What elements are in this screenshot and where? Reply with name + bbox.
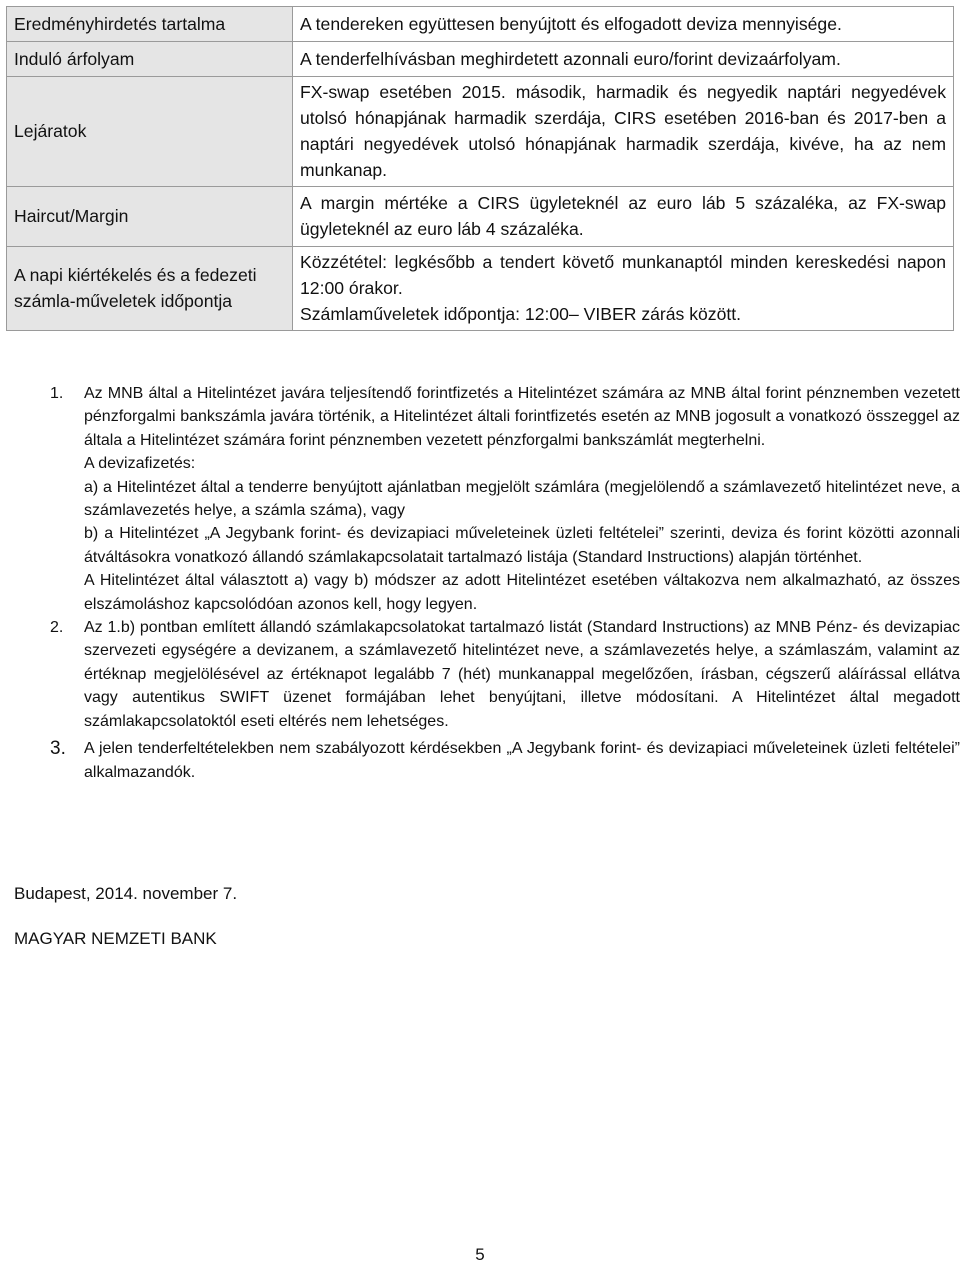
signatory: MAGYAR NEMZETI BANK — [14, 929, 217, 948]
table-row — [7, 247, 954, 331]
row-value — [293, 42, 954, 77]
item-paragraph: a) a Hitelintézet által a tenderre benyújtott ajánlatban megjelölt számlára (megjelölendő a számlavezető hitelintézet neve, a számlavezetés helye, a számla száma), vagy — [84, 478, 960, 520]
terms-table — [6, 6, 954, 331]
item-paragraph: Az 1.b) pontban említett állandó számlakapcsolatokat tartalmazó listát (Standard Instructions) az MNB Pénz- és devizapiac szervezeti egységére a devizanem, a számlavezető hitelintézet neve, a számlavezetés helye, a számlaszám, valamint az értéknap megjelölésével az értéknapot legalább 7 (hét) munkanappal megelőzően, írásban, cégszerű aláírással ellátva vagy autentikus SWIFT üzenet formájában lehet benyújtani, illetve módosítani. A Hitelintézet által megadott számlakapcsolatoktól eseti eltérés nem lehetséges. — [84, 619, 960, 730]
row-label: Lejáratok — [7, 77, 293, 187]
row-value — [293, 187, 954, 247]
row-value-text: FX-swap esetében 2015. második, harmadik és negyedik naptári negyedévek utolsó hónapjának harmadik szerdája, CIRS esetében 2016-ban és 2017-ben a naptári negyedévek utolsó hónapjának harmadik szerdája, kivéve, ha az nem munkanap. — [300, 82, 946, 180]
row-value-text: A tendereken együttesen benyújtott és elfogadott deviza mennyisége. — [300, 13, 842, 34]
row-value-text: A margin mértéke a CIRS ügyleteknél az euro láb 5 százaléka, az FX-swap ügyleteknél az euro láb 4 százaléka. — [300, 193, 946, 239]
row-value-text: A tenderfelhívásban meghirdetett azonnali euro/forint devizaárfolyam. — [300, 48, 841, 69]
list-item — [14, 616, 960, 733]
row-value-text: Számlaműveletek időpontja: 12:00– VIBER zárás között. — [300, 304, 742, 324]
item-paragraph: b) a Hitelintézet „A Jegybank forint- és devizapiaci műveleteinek üzleti feltételei” szerinti, deviza és forint közötti azonnali átváltásokra vonatkozó állandó számlakapcsolatait tartalmazó listája (Standard Instructions) alapján történhet. — [84, 525, 960, 566]
row-label: A napi kiértékelés és a fedezeti számla-műveletek időpontja — [7, 247, 293, 331]
item-paragraph: Az MNB által a Hitelintézet javára teljesítendő forintfizetés a Hitelintézet számára az MNB által forint pénznemben vezetett pénzforgalmi bankszámla javára történik, a Hitelintézet általi forintfizetés esetén az MNB jogosult a vonatkozó összeggel az általa a Hitelintézet számára forint pénznemben vezetett pénzforgalmi bankszámlát megterhelni. — [84, 385, 960, 449]
item-number: 2. — [50, 619, 64, 637]
item-number: 1. — [50, 385, 64, 402]
item-paragraph: A Hitelintézet által választott a) vagy b) módszer az adott Hitelintézet esetében váltakozva nem alkalmazható, az összes elszámoláshoz kapcsolódóan azonos kell, hogy legyen. — [84, 572, 960, 613]
row-label: Induló árfolyam — [7, 42, 293, 77]
list-item — [14, 382, 960, 616]
table-row — [7, 42, 954, 77]
row-value-text: Közzététel: legkésőbb a tendert követő munkanaptól minden kereskedési napon 12:00 órakor. — [300, 252, 946, 298]
item-paragraph: A devizafizetés: — [84, 455, 196, 473]
place-date: Budapest, 2014. november 7. — [14, 884, 238, 903]
table-row — [7, 187, 954, 247]
item-paragraph: A jelen tenderfeltételekben nem szabályozott kérdésekben „A Jegybank forint- és devizapiaci műveleteinek üzleti feltételei” alkalmazandók. — [84, 740, 960, 781]
page-number: 5 — [475, 1245, 485, 1264]
table-row — [7, 7, 954, 42]
numbered-list — [14, 382, 960, 784]
row-label: Haircut/Margin — [7, 187, 293, 247]
item-number: 3. — [50, 738, 66, 760]
row-value — [293, 247, 954, 331]
row-value — [293, 7, 954, 42]
row-value — [293, 77, 954, 187]
table-row — [7, 77, 954, 187]
row-label: Eredményhirdetés tartalma — [7, 7, 293, 42]
list-item — [14, 737, 960, 784]
